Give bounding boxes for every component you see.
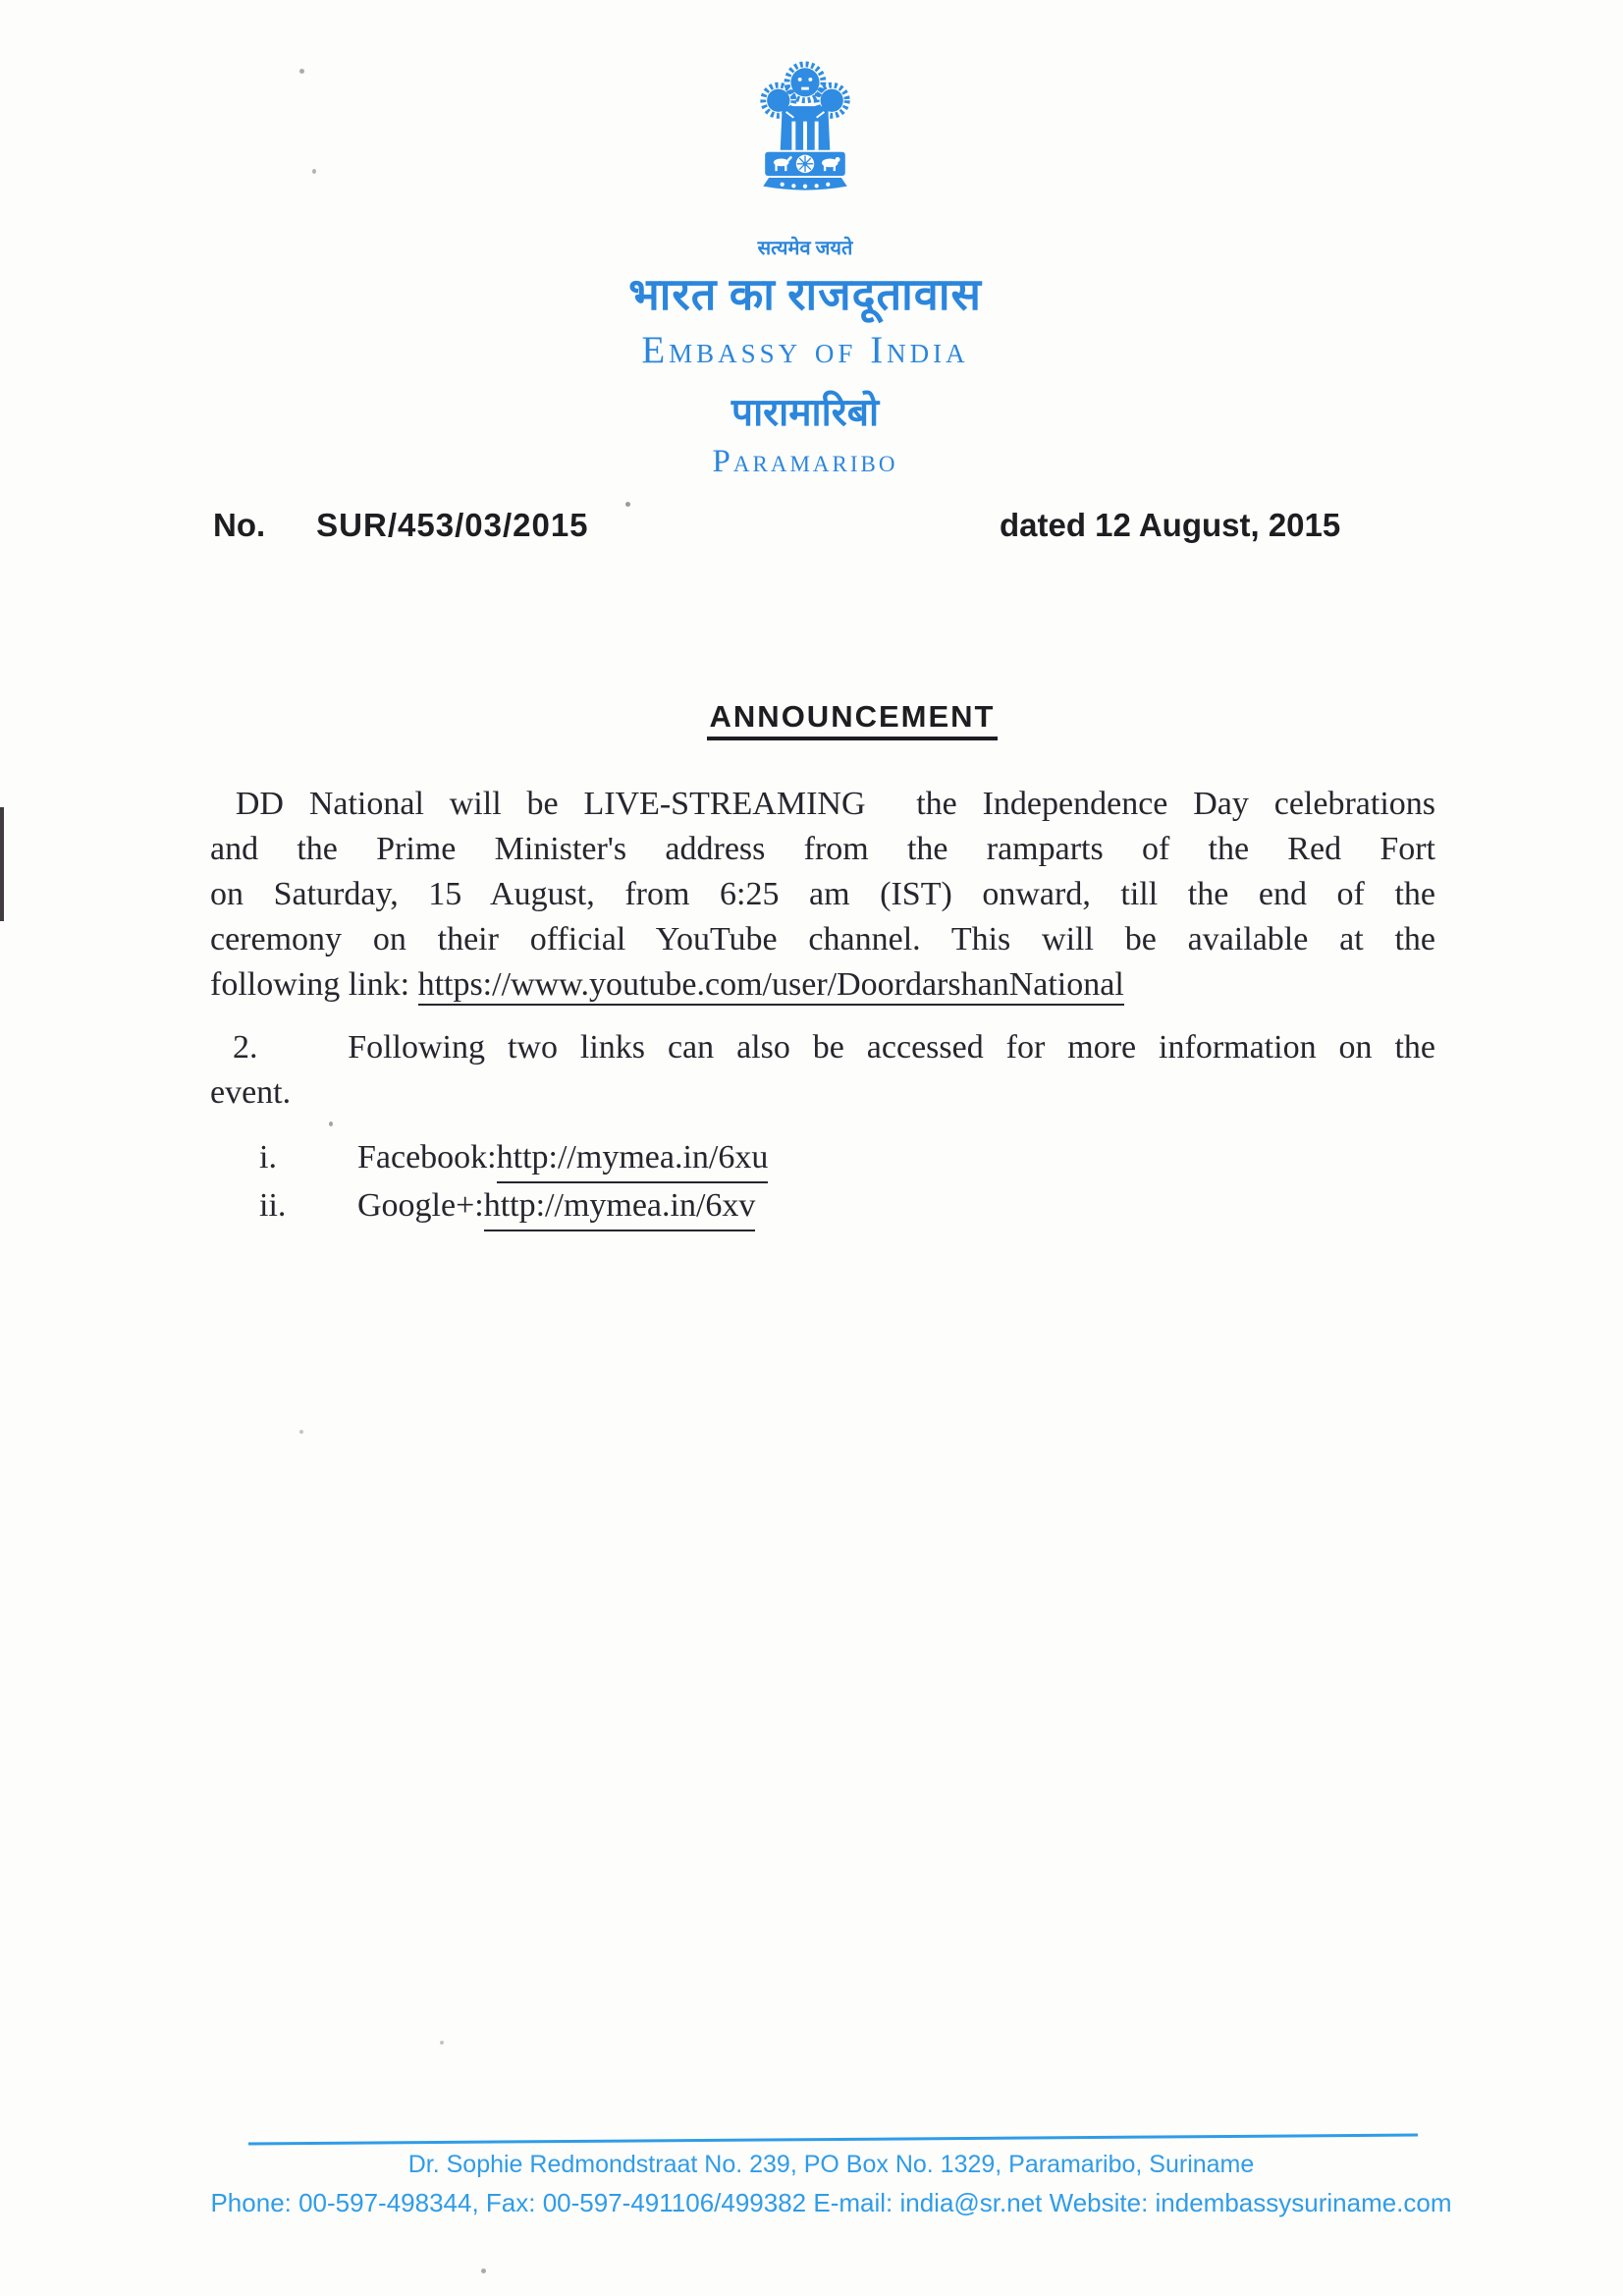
footer-address: Dr. Sophie Redmondstraat No. 239, PO Box No. 1329, Paramaribo, Suriname (407, 2151, 1255, 2178)
googleplus-label: Google+: (357, 1187, 484, 1224)
org-name-hindi: भारत का राजदूतावास (628, 270, 982, 319)
facebook-label: Facebook: (357, 1139, 497, 1175)
emblem-of-india-icon (738, 55, 872, 230)
list-item (259, 1183, 768, 1231)
list-numeral: i. (259, 1139, 277, 1175)
city-name-english: Paramaribo (712, 444, 898, 479)
scan-speck (299, 1430, 303, 1434)
footer-contact: Phone: 00-597-498344, Fax: 00-597-491106/499382 E-mail: india@sr.net Website: indembassysuriname.com (210, 2188, 1452, 2217)
emblem-motto: सत्यमेव जयते (757, 238, 853, 259)
paragraph-line: and the Prime Minister's address from the ramparts of the Red Fort (210, 831, 1435, 867)
paragraph-line: DD National will be LIVE-STREAMING the Independence Day celebrations (210, 786, 1435, 822)
ref-number: SUR/453/03/2015 (316, 507, 589, 543)
paragraph-line: 2. Following two links can also be accessed for more information on the (210, 1029, 1435, 1066)
link-prefix-text: following link: (210, 966, 418, 1003)
link-list (259, 1135, 768, 1231)
youtube-link[interactable]: https://www.youtube.com/user/DoordarshanNational (418, 966, 1124, 1006)
paragraph-line: ceremony on their official YouTube channel. This will be available at the (210, 921, 1435, 957)
city-name-hindi: पारामारिबो (730, 392, 880, 434)
ref-date: dated 12 August, 2015 (1000, 507, 1341, 543)
scan-edge-artifact (0, 807, 4, 921)
facebook-link[interactable]: http://mymea.in/6xu (497, 1135, 769, 1183)
scan-speck (312, 169, 316, 174)
scan-speck (625, 502, 630, 507)
paragraph-line (210, 962, 1435, 1008)
scan-speck (329, 1121, 333, 1126)
list-item (259, 1135, 768, 1183)
paragraph-1 (210, 782, 1435, 1008)
reference-line (213, 507, 589, 544)
list-numeral: ii. (259, 1187, 287, 1224)
paragraph-2 (210, 1025, 1435, 1116)
scan-speck (481, 2269, 486, 2273)
announcement-heading-row (210, 699, 1435, 740)
scan-speck (299, 69, 304, 74)
footer-divider (248, 2134, 1418, 2146)
announcement-heading: ANNOUNCEMENT (707, 699, 999, 740)
ref-no-label: No. (213, 507, 266, 543)
org-name-english: Embassy of India (641, 329, 969, 371)
paragraph-line: event. (210, 1074, 292, 1111)
googleplus-link[interactable]: http://mymea.in/6xv (484, 1183, 756, 1231)
scan-speck (440, 2041, 444, 2045)
paragraph-line: on Saturday, 15 August, from 6:25 am (IST) onward, till the end of the (210, 876, 1435, 912)
